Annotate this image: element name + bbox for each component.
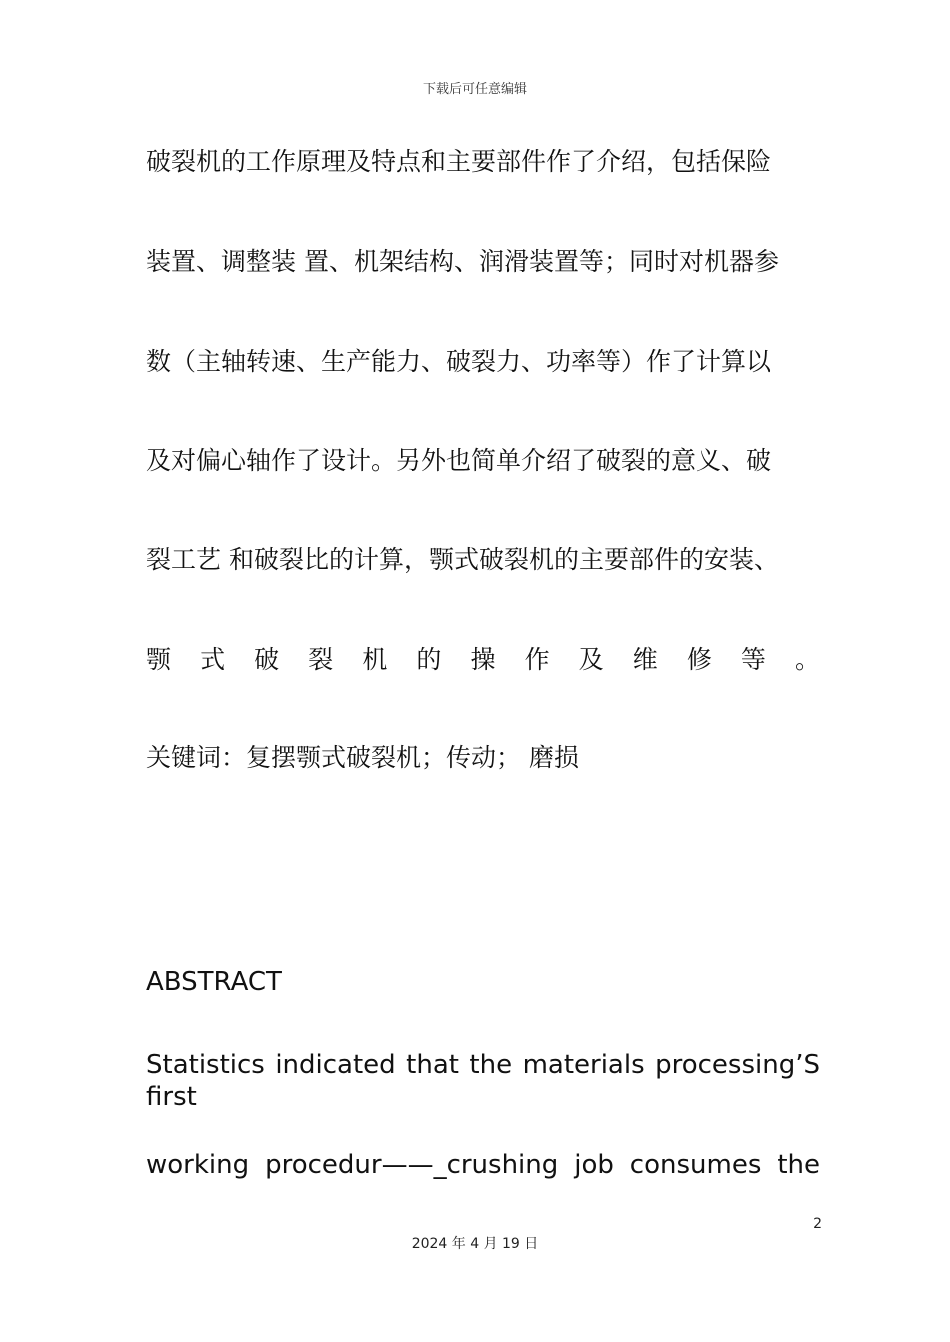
abstract-heading: ABSTRACT [146,967,282,997]
body-line-6: 颚 式 破 裂 机 的 操 作 及 维 修 等 。 [146,645,820,674]
abstract-line-2: working procedur——_crushing job consumes the [146,1150,820,1180]
footer-date: 2024 年 4 月 19 日 [411,1236,539,1252]
body-line-4: 及对偏心轴作了设计。另外也简单介绍了破裂的意义、破 [146,446,772,475]
page-header: 下载后可任意编辑 [422,82,527,97]
body-line-2: 装置、调整装 置、机架结构、润滑装置等；同时对机器参 [146,247,779,276]
body-line-1: 破裂机的工作原理及特点和主要部件作了介绍，包括保险 [146,147,772,176]
body-line-3: 数（主轴转速、生产能力、破裂力、功率等）作了计算以 [146,347,772,376]
abstract-line-1: Statistics indicated that the materials processing’S first [146,1050,820,1112]
body-line-5: 裂工艺 和破裂比的计算，颚式破裂机的主要部件的安装、 [146,545,779,574]
page-number: 2 [813,1216,822,1232]
keywords-line: 关键词：复摆颚式破裂机；传动； 磨损 [146,743,579,772]
